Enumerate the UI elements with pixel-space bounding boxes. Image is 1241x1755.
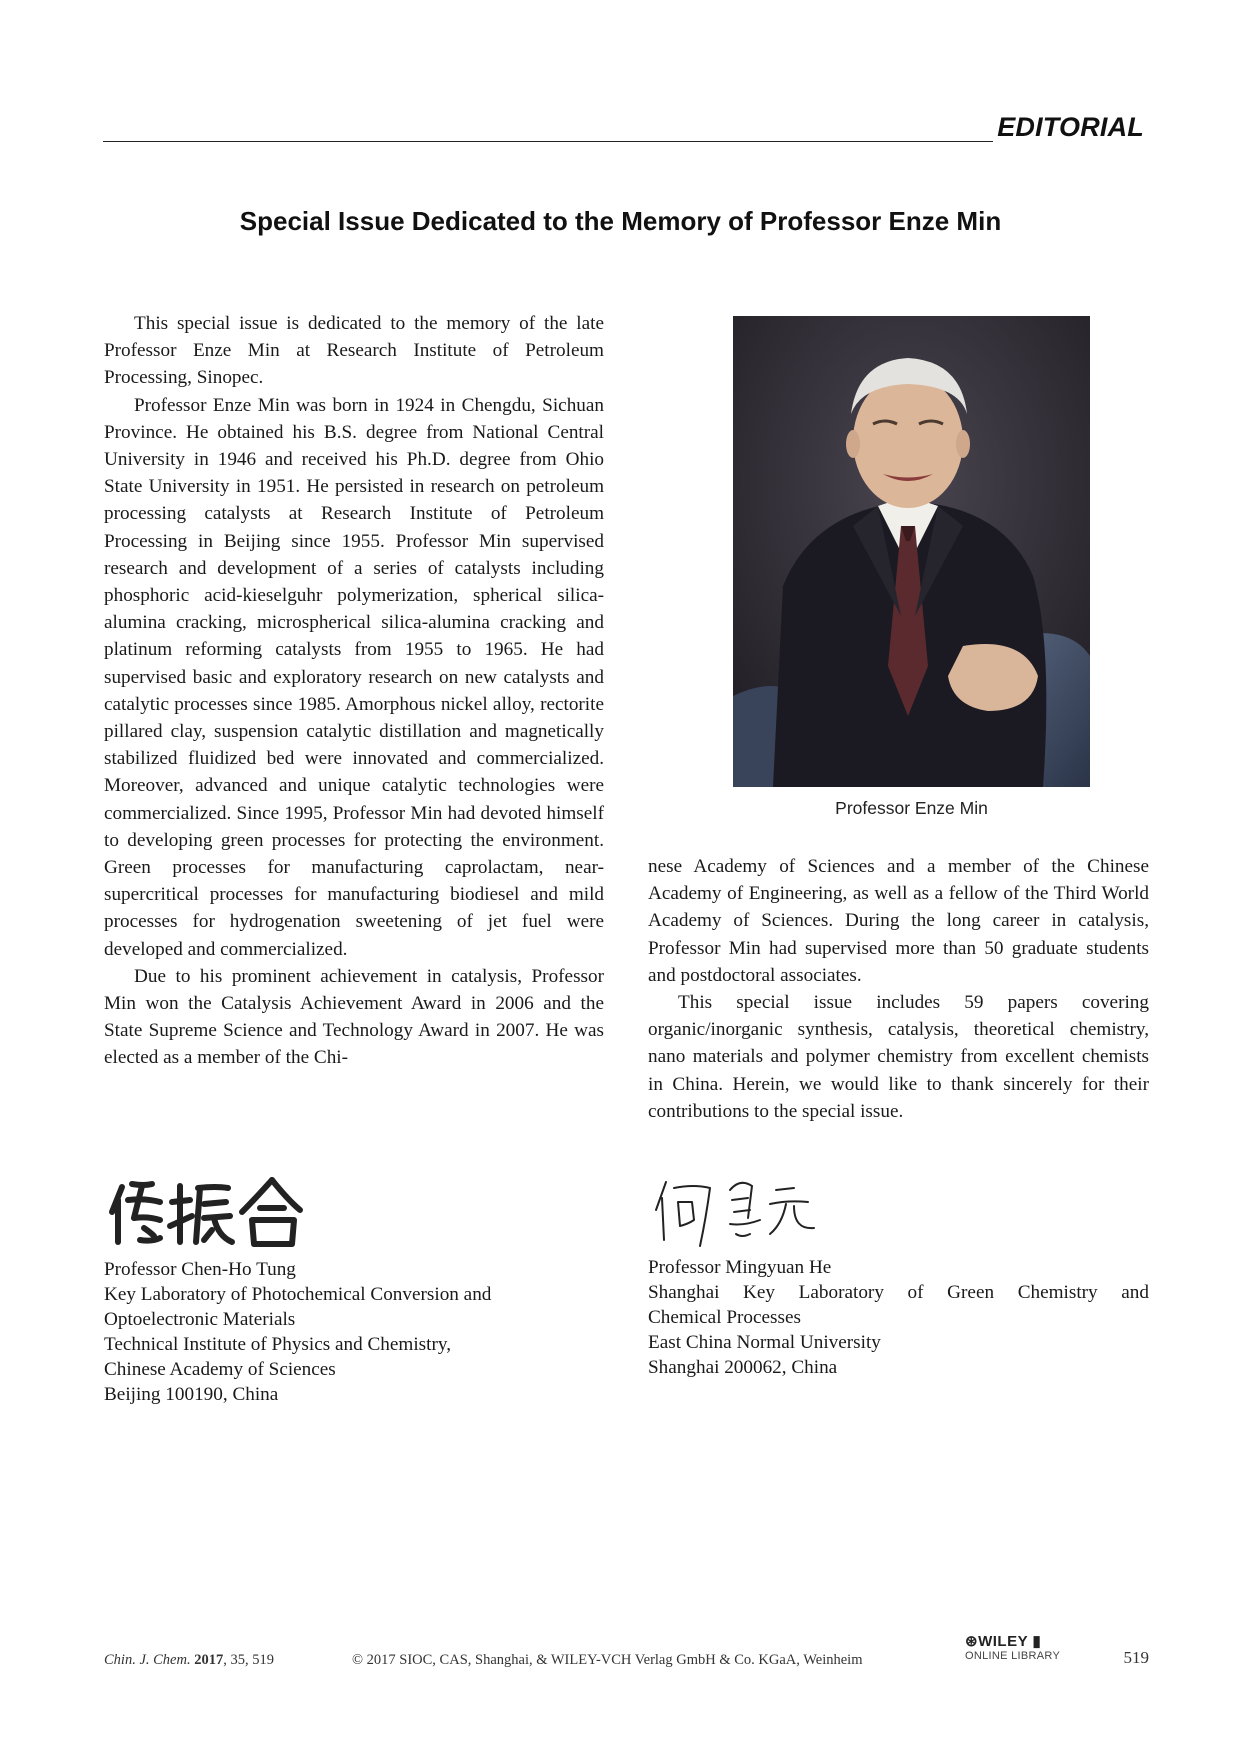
affiliation-line: Chemical Processes [648,1307,801,1328]
right-column [648,853,1149,1125]
page-number: 519 [1123,1648,1149,1667]
footer-copyright: © 2017 SIOC, CAS, Shanghai, & WILEY-VCH Verlag GmbH & Co. KGaA, Weinheim [352,1652,863,1668]
wiley-logo-top: ⊛WILEY ▮ [965,1633,1042,1650]
header-rule [103,141,993,142]
paragraph-membership: nese Academy of Sciences and a member of the Chinese Academy of Engineering, as well as a fellow of the Third World Academy of Sciences. During the long career in catalysis, Professor Min had supervised more than 50 graduate students and postdoctoral associates. [648,856,1149,986]
signature-he [648,1168,848,1248]
affiliation-line: Technical Institute of Physics and Chemistry, [104,1334,451,1355]
left-column [104,310,604,1072]
affiliation-line: Shanghai 200062, China [648,1357,838,1378]
journal-year: 2017 [194,1652,224,1668]
affiliation-tung [104,1257,584,1407]
author-name-he: Professor Mingyuan He [648,1257,832,1278]
paragraph-intro: This special issue is dedicated to the memory of the late Professor Enze Min at Research Institute of Petroleum Processing, Sinopec. [104,313,604,389]
author-name-tung: Professor Chen-Ho Tung [104,1259,296,1280]
journal-name: Chin. J. Chem. [104,1652,191,1668]
paragraph-biography: Professor Enze Min was born in 1924 in Chengdu, Sichuan Province. He obtained his B.S. degree from National Central University in 1946 and received his Ph.D. degree from Ohio State University in 1951. He persisted in research on petroleum processing catalysts at Research Institute of Petroleum Processing in Beijing since 1955. Professor Min supervised research and development of a series of catalysts including phosphoric acid-kieselguhr polymerization, spherical silica-alumina cracking, microspherical silica-alumina cracking and platinum reforming catalysts from 1955 to 1965. He had supervised basic and exploratory research on new catalysts and catalytic processes since 1985. Amorphous nickel alloy, rectorite pillared clay, suspension catalytic distillation and magnetically stabilized fluidized bed were innovated and commercialized. Moreover, advanced and unique catalytic technologies were commercialized. Since 1995, Professor Min had devoted himself to developing green processes for protecting the environment. Green processes for manufacturing caprolactam, near-supercritical processes for manufacturing biodiesel and mild processes for hydrogenation sweetening of jet fuel were developed and commercialized. [104,394,604,960]
portrait-image [733,316,1090,787]
affiliation-line: Optoelectronic Materials [104,1309,296,1330]
affiliation-line: Chinese Academy of Sciences [104,1359,336,1380]
signature-tung [104,1172,304,1252]
portrait-photo [733,316,1090,787]
section-label: EDITORIAL [997,112,1144,142]
photo-caption: Professor Enze Min [835,798,988,818]
paragraph-awards: Due to his prominent achievement in catalysis, Professor Min won the Catalysis Achievement Award in 2006 and the State Supreme Science and Technology Award in 2007. He was elected as a member of the Chi- [104,965,604,1069]
wiley-emblem-icon: ⊛ [965,1633,979,1650]
affiliation-line: Shanghai Key Laboratory of Green Chemistry and [648,1282,1149,1303]
footer-citation [104,1652,274,1669]
handwritten-signature-tung [104,1172,304,1252]
wiley-logo-bottom: ONLINE LIBRARY [965,1650,1061,1662]
paragraph-special-issue: This special issue includes 59 papers covering organic/inorganic synthesis, catalysis, theoretical chemistry, nano materials and polymer chemistry from excellent chemists in China. Herein, we would like to thank sincerely for their contributions to the special issue. [648,992,1149,1122]
wiley-logo [965,1632,1070,1670]
affiliation-line: Key Laboratory of Photochemical Conversion and [104,1284,492,1305]
affiliation-line: East China Normal University [648,1332,881,1353]
journal-volume-page: , 35, 519 [223,1652,274,1668]
affiliation-line: Beijing 100190, China [104,1384,279,1405]
handwritten-signature-he [648,1168,848,1248]
book-stack-icon: ▮ [1027,1633,1042,1650]
article-title: Special Issue Dedicated to the Memory of Professor Enze Min [239,206,1002,236]
affiliation-he [648,1255,1149,1380]
